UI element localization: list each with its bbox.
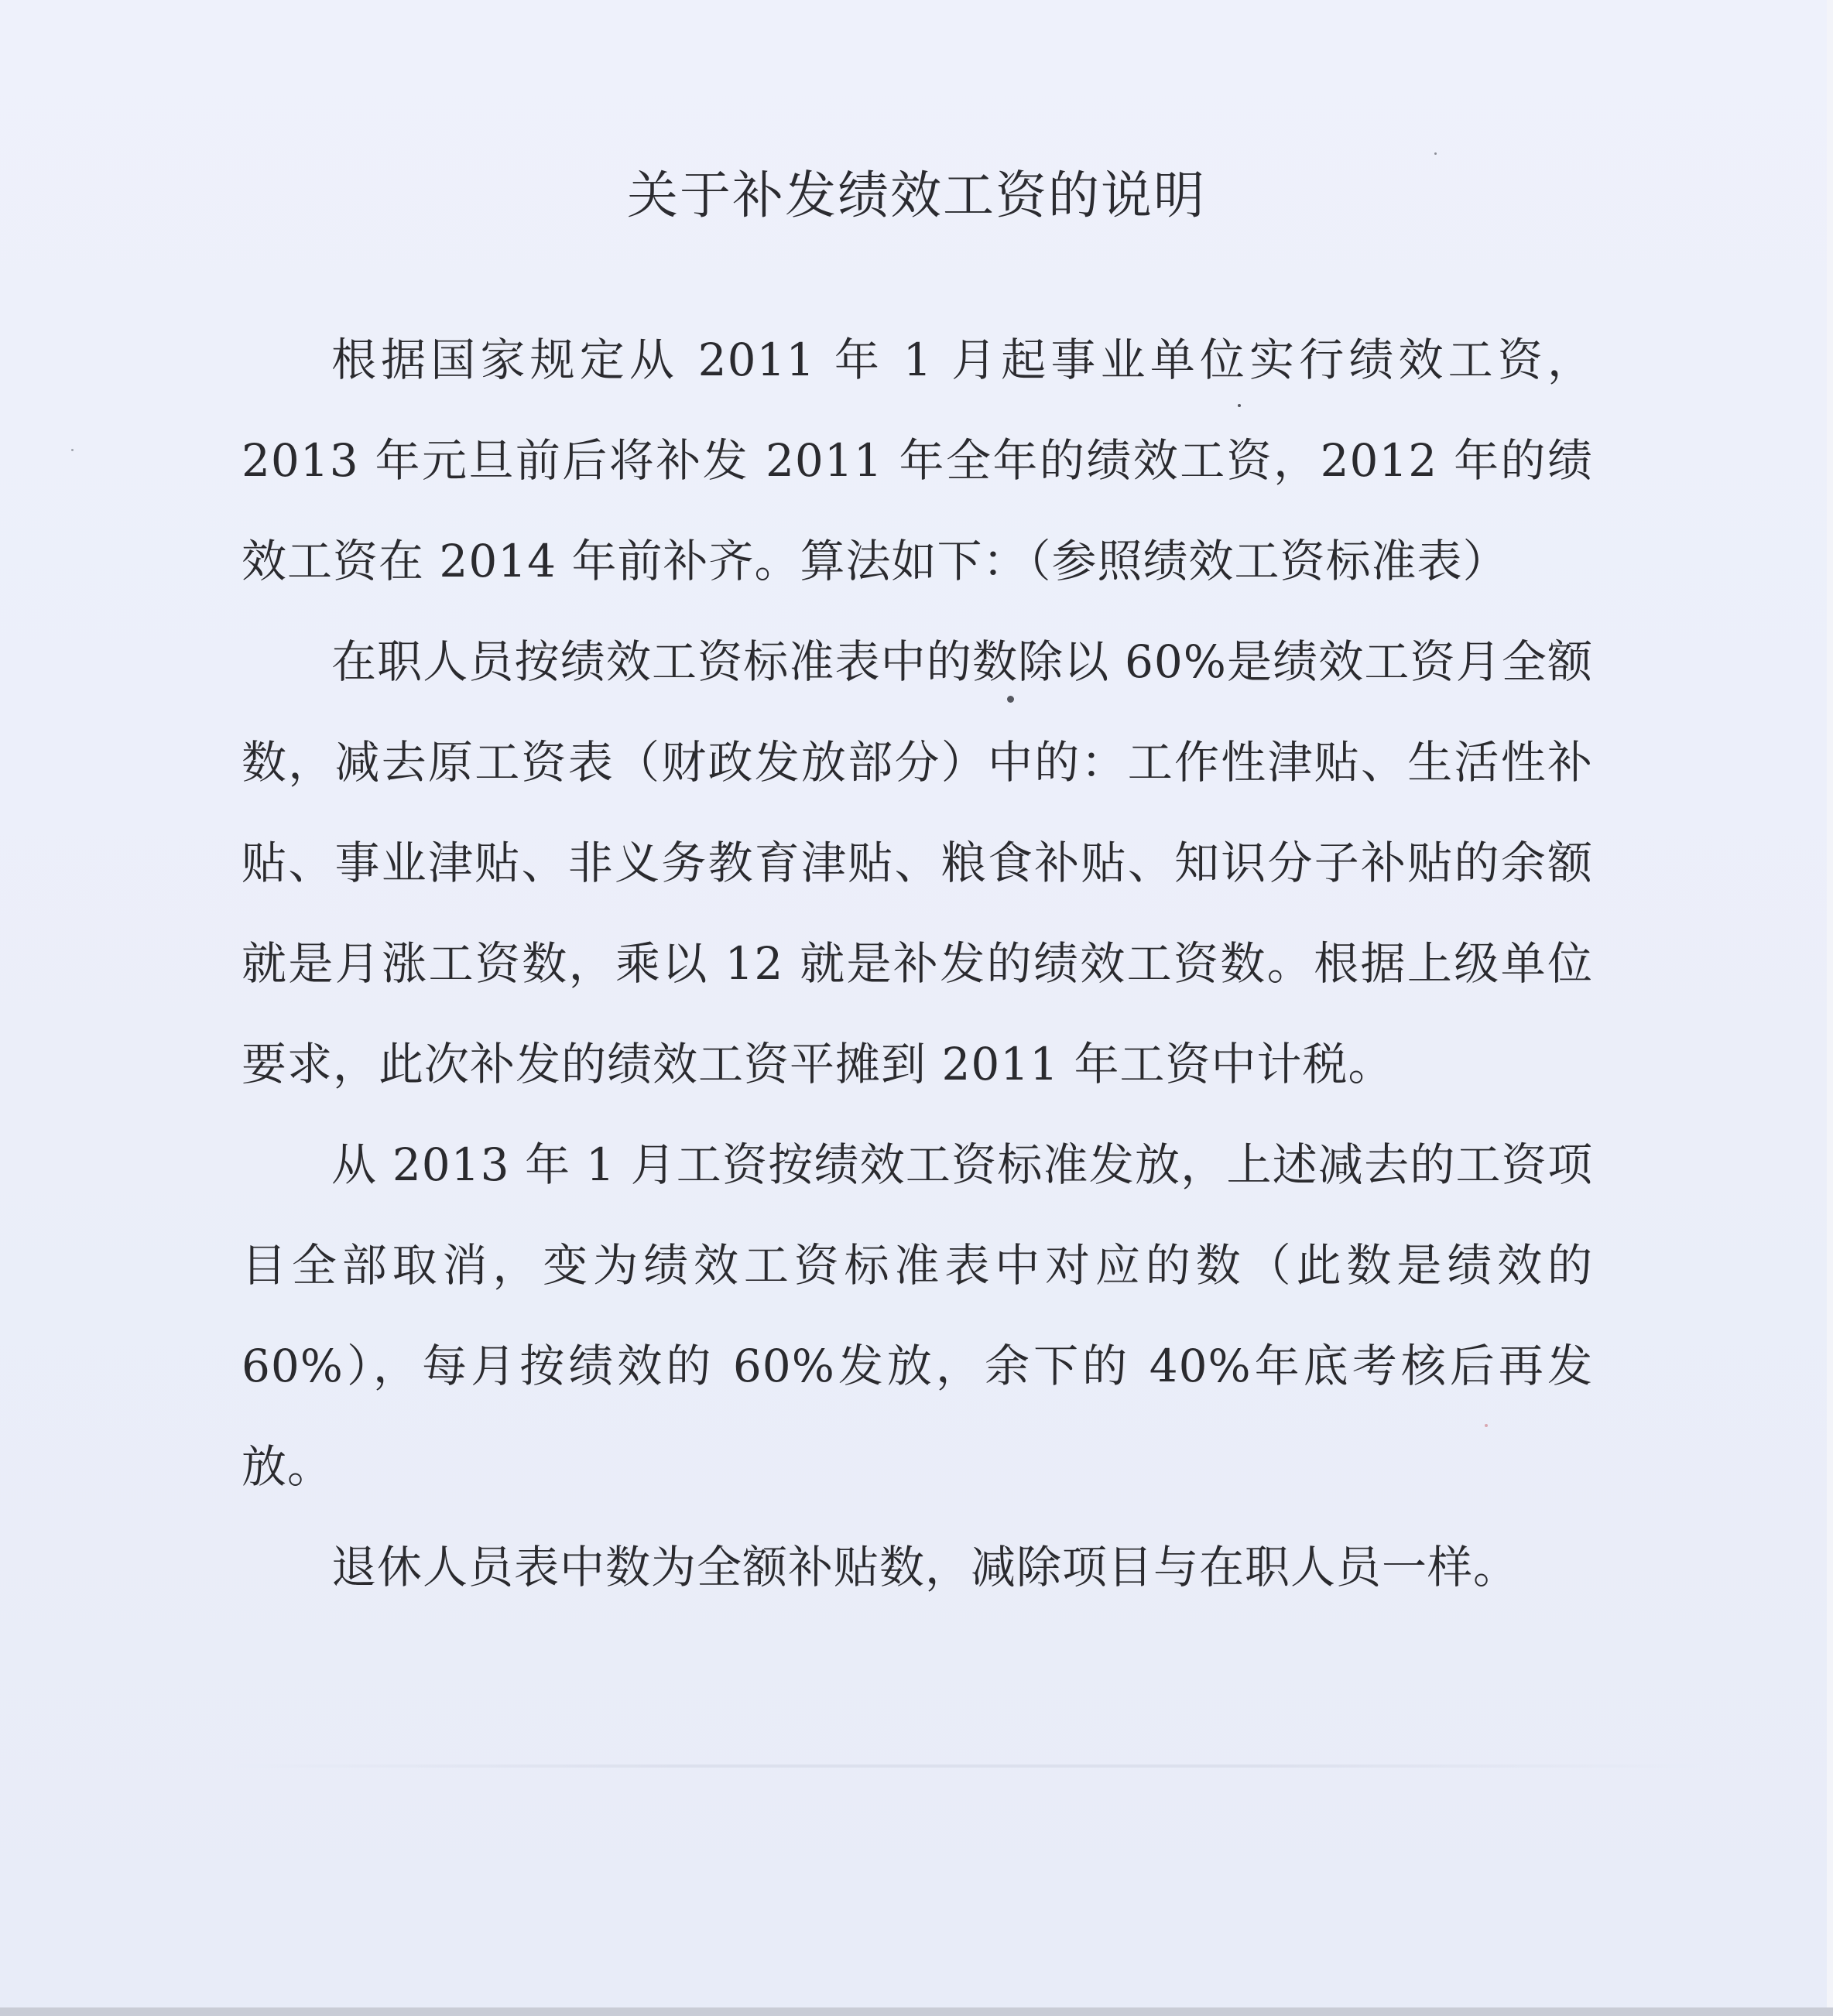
scan-artifact-line: [232, 1764, 1703, 1768]
paragraph-3: 从 2013 年 1 月工资按绩效工资标准发放，上述减去的工资项目全部取消，变为绩效工资标准表中对应的数（此数是绩效的 60%），每月按绩效的 60%发放，余下的 40%年底考核后再发放。: [242, 1138, 1593, 1493]
page-bottom-edge: [0, 2007, 1833, 2016]
page-right-edge: [1827, 0, 1833, 2016]
scan-speck: [1434, 152, 1437, 155]
paragraph-1: 根据国家规定从 2011 年 1 月起事业单位实行绩效工资，2013 年元旦前后将补发 2011 年全年的绩效工资，2012 年的绩效工资在 2014 年前补齐。算法如下：（参照绩效工资标准表）: [242, 334, 1593, 587]
paragraph-2: 在职人员按绩效工资标准表中的数除以 60%是绩效工资月全额数，减去原工资表（财政发放部分）中的：工作性津贴、生活性补贴、事业津贴、非义务教育津贴、粮食补贴、知识分子补贴的余额就是月涨工资数，乘以 12 就是补发的绩效工资数。根据上级单位要求，此次补发的绩效工资平摊到 2011 年工资中计税。: [242, 635, 1593, 1090]
paragraph-4: 退休人员表中数为全额补贴数，减除项目与在职人员一样。: [331, 1541, 1520, 1593]
document-body: [242, 310, 1593, 1617]
scan-speck: [1238, 404, 1241, 407]
scan-speck: [1485, 1424, 1488, 1427]
document-title: 关于补发绩效工资的说明: [627, 166, 1206, 225]
scan-speck: [1007, 696, 1014, 703]
scan-speck: [71, 449, 74, 451]
